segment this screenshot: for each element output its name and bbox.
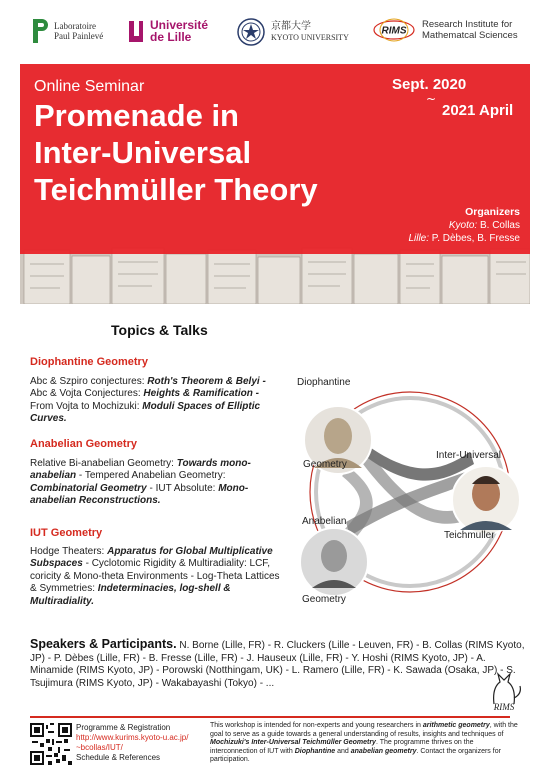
date-separator: ~: [426, 92, 437, 106]
body-text: . The programme thrives on the interconnection of IUT with: [210, 739, 474, 755]
kyoto-logo: [237, 18, 349, 46]
title-line-2: Inter-Universal: [34, 135, 252, 170]
emphasis-text: arithmetic geometry: [422, 722, 490, 729]
emphasis-text: anabelian geometry: [350, 747, 417, 755]
organizers-block: [408, 206, 520, 245]
body-text: Hodge Theaters:: [30, 546, 108, 557]
registration-url-2[interactable]: ~bcollas/IUT/: [76, 743, 123, 752]
body-text: , with the goal to serve as a guide towards a general understanding of results, insights and techniques of: [210, 722, 518, 738]
body-text: - Tempered Anabelian Geometry:: [76, 470, 226, 482]
kyoto-emblem-icon: [237, 18, 265, 46]
paul-painleve-logo: [32, 18, 103, 44]
label-geometry-bottom: Geometry: [302, 594, 346, 605]
date-start: Sept. 2020: [392, 76, 467, 93]
section-body: [30, 458, 280, 508]
rims-mark-icon: [372, 18, 416, 42]
painleve-line-1: Laboratoire: [54, 21, 96, 31]
qr-code-icon[interactable]: [30, 723, 72, 765]
emphasis-text: Moduli Spaces of Elliptic Curves.: [30, 400, 261, 425]
painleve-line-2: Paul Painlevé: [54, 31, 104, 41]
label-inter-universal: Inter-Universal: [436, 450, 502, 461]
emphasis-text: Combinatorial Geometry: [30, 482, 147, 494]
kyoto-line-2: KYOTO UNIVERSITY: [271, 33, 349, 42]
label-anabelian: Anabelian: [302, 516, 347, 527]
seminar-kicker: Online Seminar: [34, 78, 145, 95]
organizer-names: B. Collas: [477, 220, 520, 231]
lille-line-2: de Lille: [150, 30, 192, 44]
section-body: [30, 376, 280, 426]
organizer-place: Lille:: [408, 233, 430, 244]
organizers-heading: Organizers: [465, 206, 520, 218]
section-title: Diophantine Geometry: [30, 356, 148, 368]
body-text: Relative Bi-anabelian Geometry:: [30, 458, 177, 469]
emphasis-text: Heights & Ramification -: [143, 388, 259, 400]
rims-line-2: Mathematcal Sciences: [422, 30, 518, 41]
body-text: Abc & Szpiro conjectures:: [30, 376, 148, 387]
organizer-names: P. Dèbes, B. Fresse: [429, 233, 520, 244]
rims-mark-text: RIMS: [381, 25, 407, 37]
organizer-lille: [408, 232, 520, 245]
label-diophantine: Diophantine: [297, 377, 351, 388]
footer-divider: [30, 716, 510, 718]
emphasis-text: Towards mono-anabelian: [30, 458, 251, 482]
title-line-3: Teichmüller Theory: [34, 172, 318, 207]
section-title: Anabelian Geometry: [30, 438, 137, 450]
lille-line-1: Université: [150, 18, 209, 32]
schedule-label: Schedule & References: [76, 753, 161, 762]
registration-block: [76, 723, 188, 763]
rims-cat-icon: [484, 668, 524, 712]
theory-diagram: [290, 372, 530, 612]
cat-label: RIMS: [493, 702, 515, 712]
emphasis-text: Apparatus for Global Multiplicative Subspaces: [30, 546, 273, 570]
body-text: - Cyclotomic Rigidity & Multiradiality: LCF, coricity & Mono-theta Environments - Log-Theta Lattices & Symmetries:: [30, 558, 280, 595]
rims-line-1: Research Institute for: [422, 19, 513, 30]
body-text: From Vojta to Mochizuki:: [30, 400, 143, 412]
speakers-list: N. Borne (Lille, FR) - R. Cluckers (Lille - Leuven, FR) - B. Collas (RIMS Kyoto, JP) - P. Dèbes (Lille, FR) - B. Fresse (Lille, FR) - J. Hauseux (Lille, FR) - Y. Hoshi (RIMS Kyoto, JP) - A. Minamide (RIMS Kyoto, JP) - Porowski (Notthingam, UK) - L. Ramero (Lille, FR) - K. Sawada (Osaka, JP) - S. Tsujimura (RIMS Kyoto, JP) - Wakabayashi (Tokyo) - ...: [30, 640, 525, 689]
title-line-1: Promenade in: [34, 98, 239, 133]
painleve-mark-icon: [32, 18, 48, 44]
section-body: [30, 546, 280, 608]
emphasis-text: Mono-anabelian Reconstructions.: [30, 482, 249, 507]
lille-mark-icon: [128, 18, 144, 44]
body-text: and: [335, 747, 351, 755]
emphasis-text: Roth's Theorem & Belyi -: [147, 376, 266, 387]
organizer-place: Kyoto:: [448, 220, 478, 231]
label-geometry-top: Geometry: [303, 459, 347, 470]
registration-label: Programme & Registration: [76, 723, 171, 732]
logo-bar: [0, 0, 550, 64]
label-teichmuller: Teichmuller: [444, 530, 495, 541]
body-text: Abc & Vojta Conjectures:: [30, 388, 144, 400]
emphasis-text: Diophantine: [294, 747, 336, 755]
workshop-description: [210, 722, 520, 765]
title-banner: [20, 64, 530, 304]
registration-url-1[interactable]: http://www.kurims.kyoto-u.ac.jp/: [76, 733, 189, 742]
lille-logo: [128, 18, 208, 44]
rims-logo: [372, 18, 518, 42]
speakers-block: [30, 638, 526, 690]
speakers-heading: Speakers & Participants.: [30, 637, 177, 651]
topics-heading: Topics & Talks: [111, 322, 208, 338]
body-text: . Contact the organizers for participation.: [210, 747, 501, 764]
emphasis-text: Indeterminacies, log-shell & Multiradiality.: [30, 583, 231, 607]
section-title: IUT Geometry: [30, 527, 103, 539]
kyoto-line-1: 京都大学: [271, 21, 311, 32]
body-text: This workshop is intended for non-experts and young researchers in: [210, 722, 423, 729]
emphasis-text: Mochizuki's Inter-Universal Teichmüller Geometry: [210, 739, 376, 747]
organizer-kyoto: [408, 219, 520, 232]
body-text: - IUT Absolute:: [146, 482, 219, 494]
date-end: 2021 April: [442, 102, 514, 119]
